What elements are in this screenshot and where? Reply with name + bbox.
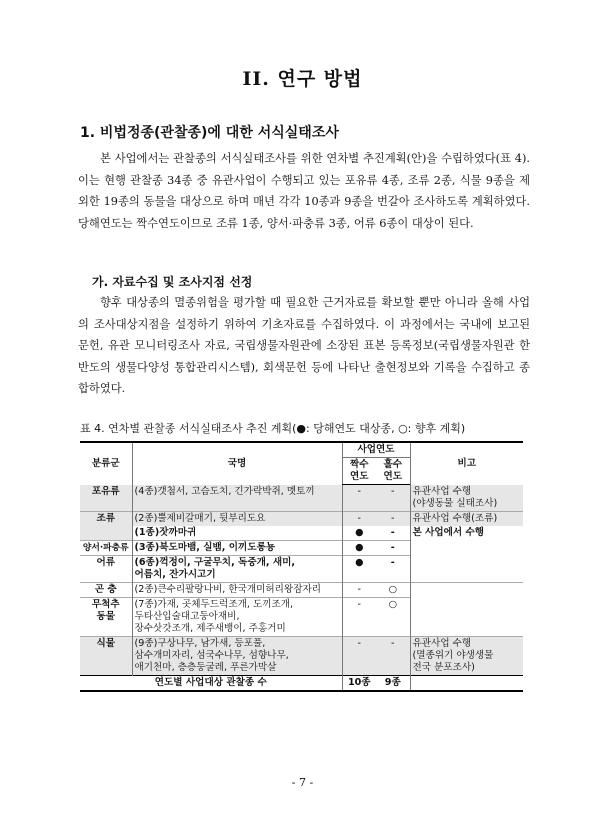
row-odd: - — [376, 511, 410, 526]
row-even: ● — [342, 540, 376, 555]
footer-note — [410, 675, 523, 691]
table-row — [80, 511, 523, 526]
row-species: (2종)큰수리팔랑나비, 한국개미허리왕잠자리 — [132, 582, 342, 597]
header-odd-year: 홀수 연도 — [376, 458, 410, 485]
row-even: ● — [342, 526, 376, 541]
header-year: 사업연도 — [342, 442, 410, 458]
subsection-paragraph: 향후 대상종의 멸종위험을 평가할 때 필요한 근거자료를 확보할 뿐만 아니라 올해 사업의 조사대상지점을 설정하기 위하여 기초자료를 수집하였다. 이 과정에서는 국내에 보고된 문헌, 유관 모니터링조사 자료, 국립생물자원관에 소장된 표본 등록정보(국립생물자원관 한반도의 생물다양성 통합관리시스템), 회색문헌 등에 나타난 출현정보와 기록을 수집하고 종합하였다. — [78, 296, 530, 395]
row-even: - — [342, 636, 376, 675]
row-odd: - — [390, 556, 395, 568]
row-even: - — [342, 597, 376, 636]
table-footer-row — [80, 675, 523, 691]
row-group: 곤 충 — [94, 583, 117, 595]
subsection-heading: 가. 자료수집 및 조사지점 선정 — [92, 275, 253, 289]
row-species: (4종)갯첨서, 고슴도치, 긴가락박쥐, 멧토끼 — [132, 485, 342, 512]
chapter-title: II. 연구 방법 — [242, 68, 363, 90]
row-species: (2종)뿔제비갈매기, 뒷부리도요 — [132, 511, 342, 526]
row-species: (1종)잣까마귀 — [132, 526, 342, 541]
row-note: 유관사업 수행(조류) — [410, 511, 523, 526]
row-even: - — [342, 511, 376, 526]
page-number: - 7 - — [291, 776, 314, 789]
row-even: - — [342, 485, 376, 512]
row-odd: - — [376, 636, 410, 675]
footer-label: 연도별 사업대상 관찰종 수 — [80, 675, 342, 691]
row-odd: - — [376, 485, 410, 512]
header-species: 국명 — [132, 442, 342, 485]
row-odd: - — [390, 541, 395, 553]
row-odd: ○ — [388, 583, 397, 595]
row-group: 식물 — [80, 636, 132, 675]
header-group: 분류군 — [80, 442, 132, 485]
row-group: 무척추 동물 — [91, 598, 120, 622]
row-odd: ○ — [388, 598, 397, 610]
row-species: (6종)꺽정이, 구굴무치, 독중개, 새미, 어름치, 잔가시고기 — [132, 555, 342, 582]
row-species: (3종)북도마뱀, 실뱀, 이끼도롱뇽 — [132, 540, 342, 555]
header-note: 비고 — [410, 442, 523, 485]
row-even: - — [342, 582, 376, 597]
row-group: 포유류 — [80, 485, 132, 512]
row-even: ● — [342, 555, 376, 582]
row-odd: - — [390, 526, 395, 538]
row-note — [410, 582, 523, 636]
footer-even-count: 10종 — [342, 675, 376, 691]
table-row — [80, 526, 523, 541]
header-even-year: 짝수 연도 — [342, 458, 376, 485]
row-note: 본 사업에서 수행 — [410, 526, 523, 583]
row-species: (7종)가재, 곳체두드럭조개, 도끼조개, 두타산입술대고둥아재비, 장수삿갓조개, 제주새뱅이, 주홍거미 — [132, 597, 342, 636]
footer-odd-count: 9종 — [376, 675, 410, 691]
table-row — [80, 636, 523, 675]
table-caption: 표 4. 연차별 관찰종 서식실태조사 추진 계획(●: 당해연도 대상종, ○: 향후 계획) — [80, 422, 466, 435]
section-heading: 1. 비법정종(관찰종)에 대한 서식실태조사 — [80, 125, 339, 141]
row-note: 유관사업 수행 (멸종위기 야생생물 전국 분포조사) — [410, 636, 523, 675]
section-paragraph: 본 사업에서는 관찰종의 서식실태조사를 위한 연차별 추진계획(안)을 수립하였다(표 4). 이는 현행 관찰종 34종 중 유관사업이 수행되고 있는 포유류 4종, 조류 2종, 식물 9종을 제외한 19종의 동물을 대상으로 하며 매년 각각 10종과 9종을 번갈아 조사하도록 계획하였다. 당해연도는 짝수연도이므로 조류 1종, 양서·파충류 3종, 어류 6종이 대상이 된다. — [78, 152, 530, 230]
row-group: 조류 — [80, 511, 132, 540]
table-row — [80, 485, 523, 512]
row-note: 유관사업 수행 (야생동물 실태조사) — [410, 485, 523, 512]
survey-plan-table — [80, 441, 523, 692]
row-group: 어류 — [96, 556, 116, 568]
table-row — [80, 582, 523, 597]
row-species: (9종)구상나무, 남가새, 등포풀, 삼수개미자리, 섬국수나무, 섬향나무, 애기천마, 층층둥굴레, 푸른가막살 — [132, 636, 342, 675]
row-group: 양서·파충류 — [82, 542, 129, 553]
